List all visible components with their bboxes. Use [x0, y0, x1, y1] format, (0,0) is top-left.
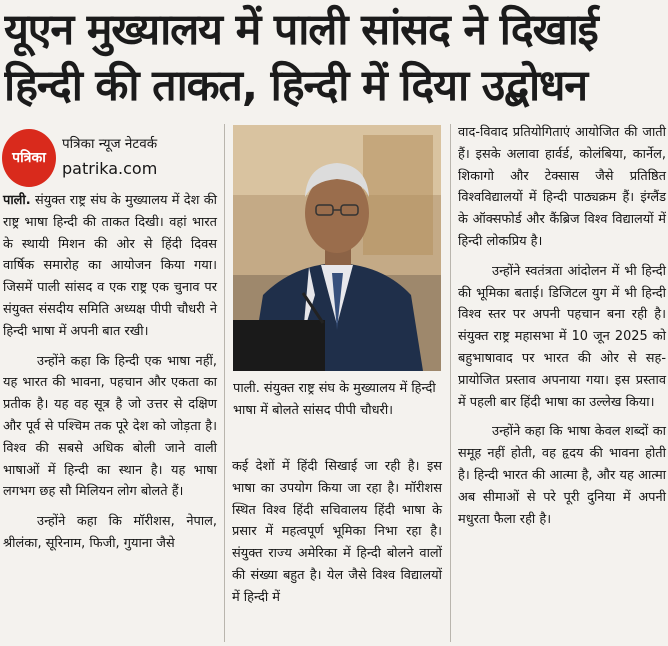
- divider: [224, 124, 225, 642]
- dateline: पाली.: [3, 193, 31, 208]
- headline-line-1: यूएन मुख्यालय में पाली सांसद ने दिखाई: [4, 5, 598, 55]
- article-column-3: [458, 122, 666, 538]
- article-column-2: [232, 456, 442, 617]
- paragraph-text: संयुक्त राष्ट्र संघ के मुख्यालय में देश की राष्ट्र भाषा हिन्दी की ताकत दिखी। वहां भारत के स्थायी मिशन की ओर से हिंदी दिवस वार्षिक समारोह का आयोजन किया गया। जिसमें पाली सांसद व एक राष्ट्र एक चुनाव पर संयुक्त संसदीय समिति अध्यक्ष पीपी चौधरी ने हिन्दी भाषा में अपनी बात रखी।: [3, 193, 217, 339]
- headline-line-2: हिन्दी की ताकत, हिन्दी में दिया उद्बोधन: [4, 61, 587, 111]
- agency-name: पत्रिका न्यूज नेटवर्क: [62, 136, 158, 152]
- photo-caption: पाली. संयुक्त राष्ट्र संघ के मुख्यालय में हिन्दी भाषा में बोलते सांसद पीपी चौधरी।: [233, 381, 436, 418]
- divider: [450, 124, 451, 642]
- paragraph: [3, 190, 217, 343]
- patrika-logo: पत्रिका: [2, 129, 56, 187]
- paragraph: उन्होंने स्वतंत्रता आंदोलन में भी हिन्दी की भूमिका बताई। डिजिटल युग में भी हिन्दी विश्व स्तर पर अपनी पहचान बना रही है। संयुक्त राष्ट्र महासभा में 10 जून 2025 को बहुभाषावाद पर भारत की ओर से सह-प्रायोजित प्रस्ताव अपनाया गया। इस प्रस्ताव में पहली बार हिंदी भाषा का उल्लेख किया।: [458, 263, 666, 410]
- paragraph: उन्होंने कहा कि हिन्दी एक भाषा नहीं, यह भारत की भावना, पहचान और एकता का प्रतीक है। यह वह सूत्र है जो उत्तर से दक्षिण और पूर्व से पश्चिम तक पूरे देश को जोड़ता है। विश्व की सबसे अधिक बोली जाने वाली भाषाओं में हिन्दी का स्थान है। यह भाषा लगभग छह सौ मिलियन लोग बोलते हैं।: [3, 353, 217, 500]
- site-link[interactable]: patrika.com: [62, 159, 158, 178]
- headline: [4, 2, 664, 114]
- paragraph: वाद-विवाद प्रतियोगिताएं आयोजित की जाती हैं। इसके अलावा हार्वर्ड, कोलंबिया, कार्नेल, शिकागो और टेक्सास जैसे प्रतिष्ठित विश्वविद्यालयों में हिन्दी पाठ्यक्रम हैं। इंग्लैंड के ऑक्सफोर्ड और कैंब्रिज विश्व विद्यालयों में हिन्दी लोकप्रिय है।: [458, 125, 666, 249]
- paragraph: उन्होंने कहा कि भाषा केवल शब्दों का समूह नहीं होती, वह हृदय की भावना होती है। हिन्दी भारत की आत्मा है, और यह आत्मा अब सीमाओं से परे पूरी दुनिया में अपनी मधुरता फैला रही है।: [458, 424, 666, 527]
- article-photo: [233, 125, 441, 371]
- byline: [2, 126, 220, 190]
- article-column-1: [3, 190, 217, 563]
- paragraph: उन्होंने कहा कि मॉरीशस, नेपाल, श्रीलंका, सूरिनाम, फिजी, गुयाना जैसे: [3, 514, 217, 551]
- paragraph: कई देशों में हिंदी सिखाई जा रही है। इस भाषा का उपयोग किया जा रहा है। मॉरीशस स्थित विश्व हिंदी सचिवालय हिंदी भाषा के प्रसार में महत्वपूर्ण भूमिका निभा रहा है। संयुक्त राज्य अमेरिका में हिन्दी बोलने वालों की संख्या बहुत है। येल जैसे विश्व विद्यालयों में हिन्दी में: [232, 459, 442, 605]
- speaker-photo: [233, 125, 441, 371]
